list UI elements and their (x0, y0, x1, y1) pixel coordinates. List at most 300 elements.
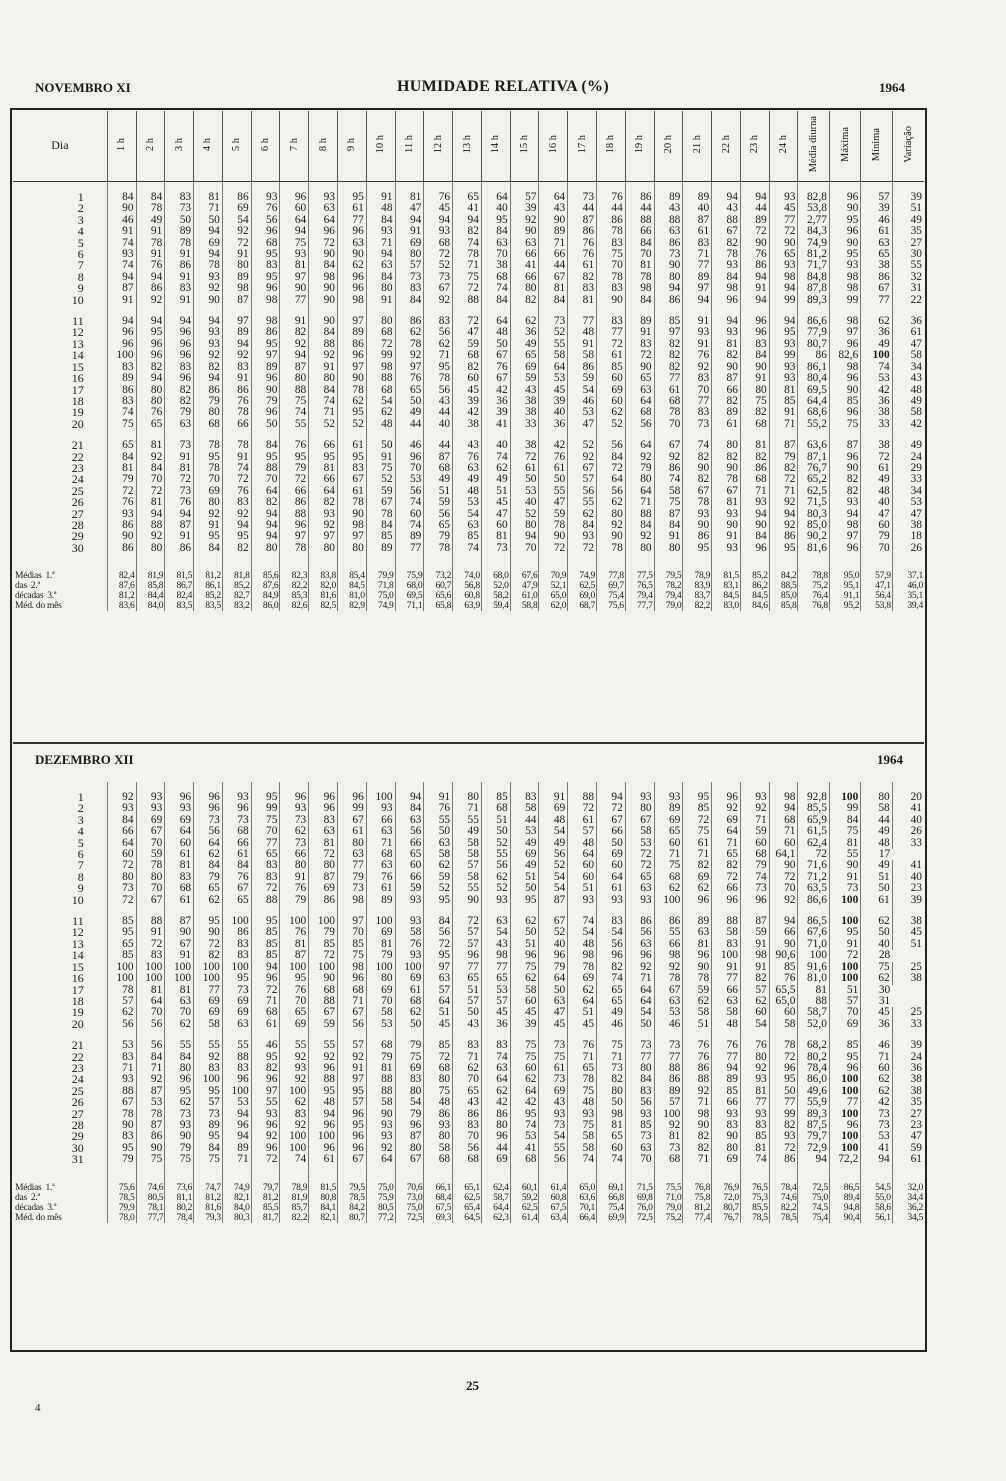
value-cell: 61 (395, 985, 424, 996)
value-cell: 45 (568, 1019, 597, 1030)
value-cell: 62 (597, 497, 626, 508)
average-label: Médias 1.ª (13, 571, 107, 581)
value-cell: 54 (481, 927, 510, 938)
average-cell: 60,7 (424, 581, 453, 591)
value-cell: 100 (712, 950, 741, 961)
value-cell: 90 (683, 520, 712, 531)
value-cell: 100 (165, 962, 194, 973)
value-cell: 66 (309, 440, 338, 451)
column-header-hour: 15 h (510, 111, 539, 182)
value-cell: 71 (625, 497, 654, 508)
value-cell: 84 (165, 1052, 194, 1063)
value-cell: 87,8 (798, 283, 829, 294)
value-cell: 40 (910, 814, 922, 826)
value-cell: 71 (222, 1154, 251, 1165)
value-cell: 93 (712, 260, 741, 271)
value-cell: 91 (107, 295, 136, 306)
average-cell: 61,0 (510, 591, 539, 601)
value-cell: 93 (539, 1109, 568, 1120)
value-cell: 83 (453, 1120, 482, 1131)
value-cell: 74 (280, 1154, 309, 1165)
average-cell: 86,0 (251, 601, 280, 611)
table-row (13, 283, 924, 294)
average-cell: 76,5 (625, 581, 654, 591)
value-cell: 79 (861, 531, 892, 542)
table-row (13, 474, 924, 485)
value-cell: 92 (740, 1063, 769, 1074)
table-row (13, 985, 924, 996)
value-cell: 49 (510, 838, 539, 849)
value-cell: 70 (337, 927, 366, 938)
value-cell: 84 (366, 215, 395, 226)
section-separator (13, 742, 924, 744)
value-cell: 93 (481, 895, 510, 906)
value-cell: 95 (769, 327, 798, 338)
value-cell: 79 (366, 950, 395, 961)
value-cell: 52 (539, 860, 568, 871)
average-cell: 77,8 (597, 571, 626, 581)
value-cell: 66 (712, 385, 741, 396)
value-cell: 63 (222, 1019, 251, 1030)
value-cell: 94 (222, 1109, 251, 1120)
value-cell: 86,6 (798, 316, 829, 327)
value-cell: 84 (366, 272, 395, 283)
average-cell: 84,6 (740, 601, 769, 611)
value-cell: 96 (309, 803, 338, 814)
value-cell: 50 (625, 1019, 654, 1030)
value-cell: 99 (769, 350, 798, 361)
value-cell: 81 (366, 939, 395, 950)
average-cell: 79,7 (251, 1183, 280, 1193)
value-cell: 74 (740, 872, 769, 883)
value-cell: 70 (165, 1007, 194, 1018)
value-cell: 95 (222, 531, 251, 542)
value-cell: 50 (251, 419, 280, 430)
value-cell: 72 (597, 463, 626, 474)
column-header-hour: 11 h (395, 111, 424, 182)
value-cell: 95 (251, 339, 280, 350)
average-row (13, 1213, 924, 1223)
value-cell: 46 (395, 440, 424, 451)
value-cell: 63 (366, 860, 395, 871)
table-row (13, 463, 924, 474)
value-cell: 86 (625, 916, 654, 927)
value-cell: 90 (712, 1131, 741, 1142)
value-cell: 89 (222, 1143, 251, 1154)
value-cell: 96 (280, 520, 309, 531)
value-cell: 76 (280, 440, 309, 451)
day-cell: 10 (13, 295, 107, 306)
value-cell: 83 (309, 815, 338, 826)
average-cell: 81,5 (712, 571, 741, 581)
day-cell: 22 (13, 452, 107, 463)
value-cell: 80 (309, 860, 338, 871)
value-cell: 61 (861, 226, 892, 237)
value-cell: 48 (568, 838, 597, 849)
value-cell: 71 (769, 486, 798, 497)
value-cell: 79 (165, 1143, 194, 1154)
value-cell: 93 (712, 327, 741, 338)
day-cell: 11 (13, 316, 107, 327)
value-cell: 87 (107, 283, 136, 294)
value-cell: 59 (453, 339, 482, 350)
value-cell: 84 (625, 295, 654, 306)
value-cell: 73 (165, 1109, 194, 1120)
value-cell: 89 (539, 226, 568, 237)
average-cell: 84,0 (222, 1203, 251, 1213)
average-cell: 83,6 (107, 601, 136, 611)
value-cell: 61 (597, 883, 626, 894)
value-cell: 72 (769, 1143, 798, 1154)
value-cell: 68 (251, 238, 280, 249)
value-cell: 67 (222, 883, 251, 894)
average-cell: 78,5 (107, 1193, 136, 1203)
value-cell: 76 (539, 452, 568, 463)
value-cell: 45 (769, 203, 798, 214)
value-cell: 75 (568, 1120, 597, 1131)
value-cell: 67 (107, 1097, 136, 1108)
value-cell: 96 (251, 226, 280, 237)
value-cell: 45 (424, 1019, 453, 1030)
average-cell: 78,5 (337, 1193, 366, 1203)
value-cell: 76 (683, 1040, 712, 1051)
value-cell: 66 (769, 927, 798, 938)
value-cell: 35 (910, 226, 922, 238)
value-cell: 64 (107, 838, 136, 849)
value-cell: 73 (194, 815, 223, 826)
value-cell: 58 (539, 350, 568, 361)
value-cell: 94 (222, 1131, 251, 1142)
value-cell: 64 (625, 396, 654, 407)
value-cell: 60 (654, 838, 683, 849)
value-cell: 93 (366, 226, 395, 237)
value-cell: 80 (194, 497, 223, 508)
value-cell: 86 (194, 385, 223, 396)
value-cell: 96 (829, 373, 860, 384)
value-cell: 79 (366, 1052, 395, 1063)
value-cell: 61 (366, 883, 395, 894)
value-cell: 45 (481, 497, 510, 508)
value-cell: 64 (625, 985, 654, 996)
average-cell: 82,7 (222, 591, 251, 601)
value-cell: 92 (625, 452, 654, 463)
value-cell: 73 (683, 419, 712, 430)
value-cell: 63 (165, 419, 194, 430)
value-cell: 75 (337, 950, 366, 961)
value-cell: 70 (453, 1074, 482, 1085)
value-cell: 90 (107, 1120, 136, 1131)
value-cell: 78 (136, 203, 165, 214)
value-cell: 93 (769, 260, 798, 271)
value-cell: 85 (740, 1131, 769, 1142)
value-cell: 53 (395, 474, 424, 485)
value-cell: 92 (280, 339, 309, 350)
value-cell: 68 (424, 1063, 453, 1074)
value-cell: 53 (510, 826, 539, 837)
average-cell: 72,5 (395, 1213, 424, 1223)
value-cell: 62 (165, 1019, 194, 1030)
value-cell: 84 (107, 192, 136, 203)
value-cell: 47 (910, 508, 922, 520)
value-cell: 60 (510, 996, 539, 1007)
value-cell: 89,3 (798, 1109, 829, 1120)
day-cell: 14 (13, 350, 107, 361)
value-cell: 91 (309, 362, 338, 373)
value-cell: 67 (136, 826, 165, 837)
table-row (13, 792, 924, 803)
value-cell: 100 (829, 962, 860, 973)
average-cell: 95,2 (829, 601, 860, 611)
value-cell: 62 (683, 996, 712, 1007)
value-cell: 66 (712, 1097, 741, 1108)
average-cell: 70,6 (395, 1183, 424, 1193)
value-cell: 76 (107, 497, 136, 508)
value-cell: 94 (829, 509, 860, 520)
value-cell: 62 (861, 1086, 892, 1097)
value-cell: 45 (539, 1019, 568, 1030)
value-cell: 86 (136, 1131, 165, 1142)
value-cell: 88 (568, 792, 597, 803)
table-row (13, 385, 924, 396)
value-cell: 71 (424, 350, 453, 361)
value-cell: 94 (366, 249, 395, 260)
value-cell: 91 (395, 226, 424, 237)
value-cell: 96 (740, 316, 769, 327)
value-cell: 88 (309, 1074, 338, 1085)
value-cell: 87 (829, 440, 860, 451)
value-cell: 77 (712, 973, 741, 984)
day-cell: 18 (13, 996, 107, 1007)
value-cell: 24 (910, 451, 922, 463)
value-cell: 95 (337, 1120, 366, 1131)
value-cell: 43 (539, 1097, 568, 1108)
value-cell: 93 (280, 1063, 309, 1074)
column-header-hour: 3 h (165, 111, 194, 182)
value-cell: 55 (539, 486, 568, 497)
value-cell: 69 (712, 815, 741, 826)
value-cell: 81 (712, 339, 741, 350)
value-cell: 87 (222, 295, 251, 306)
day-cell: 27 (13, 1109, 107, 1120)
value-cell: 98 (829, 316, 860, 327)
value-cell: 74 (740, 1154, 769, 1165)
value-cell: 50 (539, 985, 568, 996)
value-cell: 74 (597, 1154, 626, 1165)
value-cell: 52 (510, 509, 539, 520)
day-cell: 29 (13, 531, 107, 542)
value-cell: 69 (539, 1086, 568, 1097)
value-cell: 71 (453, 260, 482, 271)
value-cell: 89 (251, 362, 280, 373)
value-cell: 85 (251, 939, 280, 950)
value-cell: 41 (481, 419, 510, 430)
value-cell: 64 (280, 215, 309, 226)
day-cell: 2 (13, 203, 107, 214)
day-cell: 30 (13, 1143, 107, 1154)
value-cell: 94 (165, 509, 194, 520)
value-cell: 65 (395, 385, 424, 396)
value-cell: 77 (251, 838, 280, 849)
value-cell: 78 (597, 543, 626, 554)
average-cell: 52,0 (481, 581, 510, 591)
average-cell: 62,5 (510, 1203, 539, 1213)
value-cell: 62 (510, 316, 539, 327)
average-label: das 2.ª (13, 1193, 107, 1203)
value-cell: 97 (829, 327, 860, 338)
value-cell: 79,7 (798, 1131, 829, 1142)
value-cell: 100 (829, 973, 860, 984)
value-cell: 88 (222, 1052, 251, 1063)
value-cell: 92 (769, 520, 798, 531)
value-cell: 72,9 (798, 1143, 829, 1154)
value-cell: 77 (337, 860, 366, 871)
value-cell: 46 (107, 215, 136, 226)
value-cell: 78 (337, 497, 366, 508)
value-cell: 61 (337, 486, 366, 497)
value-cell: 56 (136, 1040, 165, 1051)
value-cell: 30 (910, 249, 922, 261)
average-cell: 78,4 (769, 1183, 798, 1193)
table-row (13, 803, 924, 814)
value-cell: 83 (395, 283, 424, 294)
value-cell: 93 (280, 803, 309, 814)
value-cell: 43 (910, 373, 922, 385)
value-cell: 77 (712, 1052, 741, 1063)
value-cell: 58 (366, 1007, 395, 1018)
value-cell: 56 (625, 419, 654, 430)
value-cell: 59 (366, 486, 395, 497)
value-cell: 63 (510, 238, 539, 249)
average-label: Méd. do mês (13, 1213, 107, 1223)
value-cell: 91 (625, 327, 654, 338)
value-cell: 98 (337, 962, 366, 973)
value-cell: 78 (539, 520, 568, 531)
average-cell: 78,5 (740, 1213, 769, 1223)
value-cell: 97 (395, 362, 424, 373)
value-cell: 38 (453, 419, 482, 430)
value-cell: 44 (625, 203, 654, 214)
value-cell: 78,4 (798, 1063, 829, 1074)
value-cell: 84 (539, 295, 568, 306)
table-row (13, 396, 924, 407)
value-cell: 31 (878, 995, 891, 1007)
value-cell: 84 (194, 543, 223, 554)
value-cell: 50 (510, 927, 539, 938)
value-cell: 76 (481, 362, 510, 373)
average-cell: 89,4 (829, 1193, 860, 1203)
average-cell: 75,0 (366, 1183, 395, 1193)
value-cell: 97 (251, 350, 280, 361)
value-cell: 42 (453, 407, 482, 418)
value-cell: 57 (453, 996, 482, 1007)
value-cell: 56 (481, 860, 510, 871)
average-cell: 80,7 (337, 1213, 366, 1223)
value-cell: 27 (910, 237, 922, 249)
value-cell: 95 (337, 452, 366, 463)
value-cell: 95 (424, 950, 453, 961)
value-cell: 85 (309, 939, 338, 950)
value-cell: 95 (424, 895, 453, 906)
value-cell: 2,77 (798, 215, 829, 226)
day-cell: 17 (13, 385, 107, 396)
column-header-hour: 19 h (625, 111, 654, 182)
value-cell: 33 (510, 419, 539, 430)
average-cell: 79,0 (654, 601, 683, 611)
average-cell: 63,9 (453, 601, 482, 611)
value-cell: 49 (453, 826, 482, 837)
value-cell: 72 (136, 939, 165, 950)
value-cell: 65 (222, 895, 251, 906)
value-cell: 78 (136, 1109, 165, 1120)
value-cell: 92 (309, 1052, 338, 1063)
value-cell: 81 (309, 463, 338, 474)
day-cell: 5 (13, 838, 107, 849)
value-cell: 60 (395, 509, 424, 520)
column-header-summary: Variação (892, 111, 924, 182)
value-cell: 95 (337, 407, 366, 418)
value-cell: 63 (481, 1063, 510, 1074)
value-cell: 70 (597, 260, 626, 271)
value-cell: 93 (395, 895, 424, 906)
value-cell: 48 (568, 939, 597, 950)
value-cell: 64 (625, 486, 654, 497)
value-cell: 54 (568, 385, 597, 396)
value-cell: 79 (769, 452, 798, 463)
value-cell: 76 (280, 883, 309, 894)
value-cell: 58 (654, 486, 683, 497)
value-cell: 82 (712, 452, 741, 463)
value-cell: 76 (280, 927, 309, 938)
value-cell: 93 (194, 339, 223, 350)
value-cell: 96 (337, 272, 366, 283)
value-cell: 90,2 (798, 531, 829, 542)
value-cell: 75 (510, 1052, 539, 1063)
value-cell: 49 (510, 339, 539, 350)
value-cell: 58 (712, 927, 741, 938)
value-cell: 60 (510, 1063, 539, 1074)
value-cell: 58 (769, 1019, 798, 1030)
value-cell: 77 (683, 260, 712, 271)
value-cell: 67 (539, 916, 568, 927)
table-row (13, 1074, 924, 1085)
value-cell: 77 (861, 295, 892, 306)
value-cell: 92 (769, 497, 798, 508)
average-cell: 69,1 (597, 1183, 626, 1193)
day-cell: 9 (13, 883, 107, 894)
value-cell: 71 (683, 1154, 712, 1165)
value-cell: 98 (654, 950, 683, 961)
value-cell: 90 (829, 238, 860, 249)
value-cell: 59 (568, 373, 597, 384)
value-cell: 69 (712, 1154, 741, 1165)
value-cell: 95 (829, 927, 860, 938)
value-cell: 96 (251, 283, 280, 294)
value-cell: 42 (481, 385, 510, 396)
value-cell: 83 (251, 872, 280, 883)
value-cell: 96 (453, 950, 482, 961)
value-cell: 50 (165, 215, 194, 226)
average-label: Méd. do mês (13, 601, 107, 611)
value-cell: 98 (597, 1109, 626, 1120)
value-cell: 82 (251, 497, 280, 508)
value-cell: 76 (597, 192, 626, 203)
value-cell: 100 (222, 1086, 251, 1097)
table-row (13, 895, 924, 906)
value-cell: 40 (539, 407, 568, 418)
value-cell: 72 (222, 238, 251, 249)
value-cell: 38 (481, 260, 510, 271)
value-cell: 56 (625, 927, 654, 938)
